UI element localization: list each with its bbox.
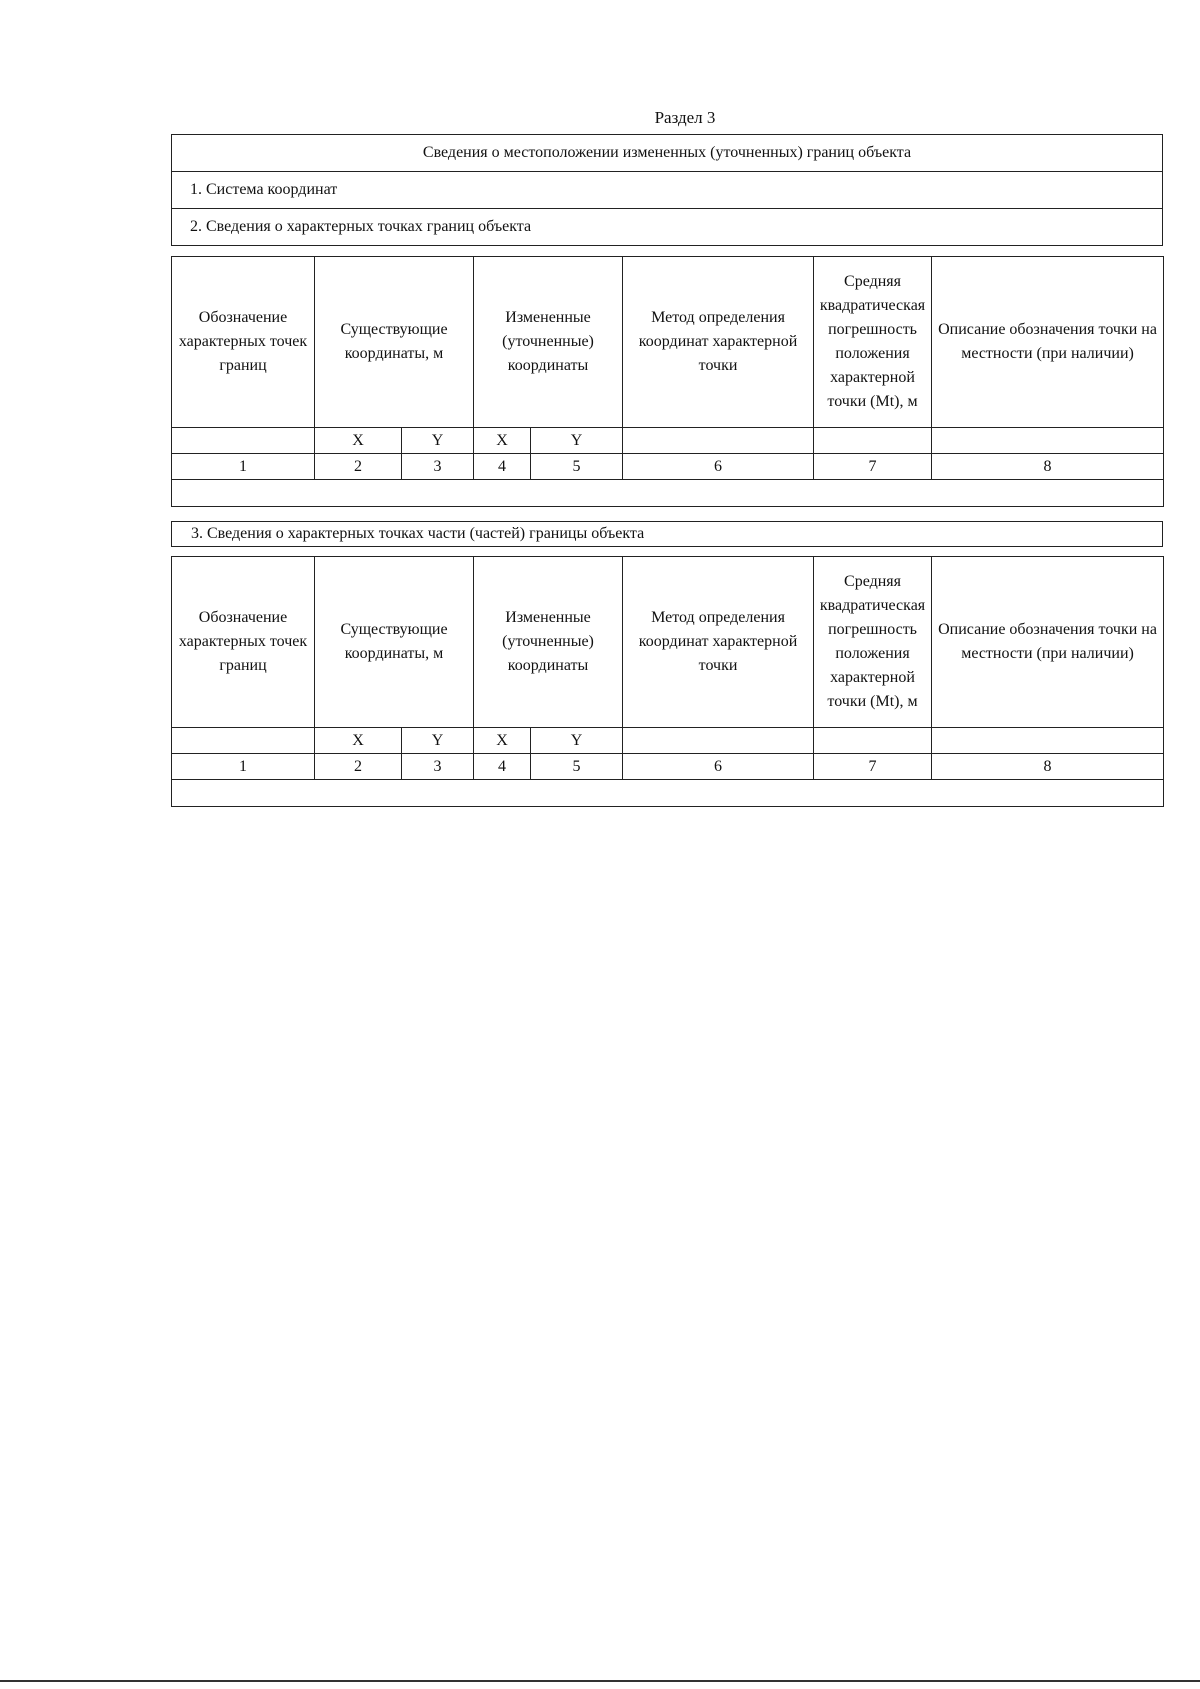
column-number: 4	[474, 454, 531, 480]
xy-row	[172, 428, 1164, 454]
column-number: 3	[402, 454, 474, 480]
column-number: 6	[623, 754, 814, 780]
header-point-designation: Обозначение характерных точек границ	[172, 557, 315, 728]
header-changed-coordinates: Измененные (уточненные) координаты	[474, 257, 623, 428]
y-label: Y	[402, 428, 474, 454]
column-number: 7	[814, 754, 932, 780]
main-heading: Сведения о местоположении измененных (уточненных) границ объекта	[422, 144, 912, 161]
bottom-scan-edge	[0, 1680, 1200, 1682]
x-label: X	[474, 728, 531, 754]
column-number: 1	[172, 754, 315, 780]
part-points-label: 3. Сведения о характерных точках части (частей) границы объекта	[191, 525, 645, 542]
column-number: 4	[474, 754, 531, 780]
header-method: Метод определения координат характерной точки	[623, 257, 814, 428]
y-label: Y	[531, 428, 623, 454]
table-empty-row	[172, 480, 1164, 507]
table-header-row	[172, 557, 1164, 728]
column-number: 5	[531, 454, 623, 480]
boundary-points-label: 2. Сведения о характерных точках границ объекта	[190, 218, 532, 235]
boundary-points-table	[171, 256, 1164, 507]
header-error: Средняя квадратическая погрешность положения характерной точки (Mt), м	[814, 257, 932, 428]
header-error: Средняя квадратическая погрешность положения характерной точки (Mt), м	[814, 557, 932, 728]
column-number-row	[172, 454, 1164, 480]
x-label: X	[474, 428, 531, 454]
x-label: X	[315, 428, 402, 454]
column-number-row	[172, 754, 1164, 780]
main-heading-box	[171, 134, 1163, 172]
section-title: Раздел 3	[654, 108, 716, 127]
coordinate-system-label: 1. Система координат	[190, 181, 338, 198]
header-description: Описание обозначения точки на местности (при наличии)	[932, 557, 1164, 728]
header-point-designation: Обозначение характерных точек границ	[172, 257, 315, 428]
coordinate-system-box	[171, 171, 1163, 209]
header-changed-coordinates: Измененные (уточненные) координаты	[474, 557, 623, 728]
header-description: Описание обозначения точки на местности (при наличии)	[932, 257, 1164, 428]
column-number: 5	[531, 754, 623, 780]
xy-row	[172, 728, 1164, 754]
column-number: 3	[402, 754, 474, 780]
table-empty-row	[172, 780, 1164, 807]
column-number: 6	[623, 454, 814, 480]
part-points-box	[171, 521, 1163, 547]
table-header-row	[172, 257, 1164, 428]
column-number: 8	[932, 754, 1164, 780]
header-existing-coordinates: Существующие координаты, м	[315, 257, 474, 428]
column-number: 2	[315, 754, 402, 780]
header-method: Метод определения координат характерной точки	[623, 557, 814, 728]
column-number: 7	[814, 454, 932, 480]
y-label: Y	[531, 728, 623, 754]
column-number: 1	[172, 454, 315, 480]
part-boundary-points-table	[171, 556, 1164, 807]
column-number: 8	[932, 454, 1164, 480]
boundary-points-box	[171, 208, 1163, 246]
y-label: Y	[402, 728, 474, 754]
column-number: 2	[315, 454, 402, 480]
header-existing-coordinates: Существующие координаты, м	[315, 557, 474, 728]
x-label: X	[315, 728, 402, 754]
